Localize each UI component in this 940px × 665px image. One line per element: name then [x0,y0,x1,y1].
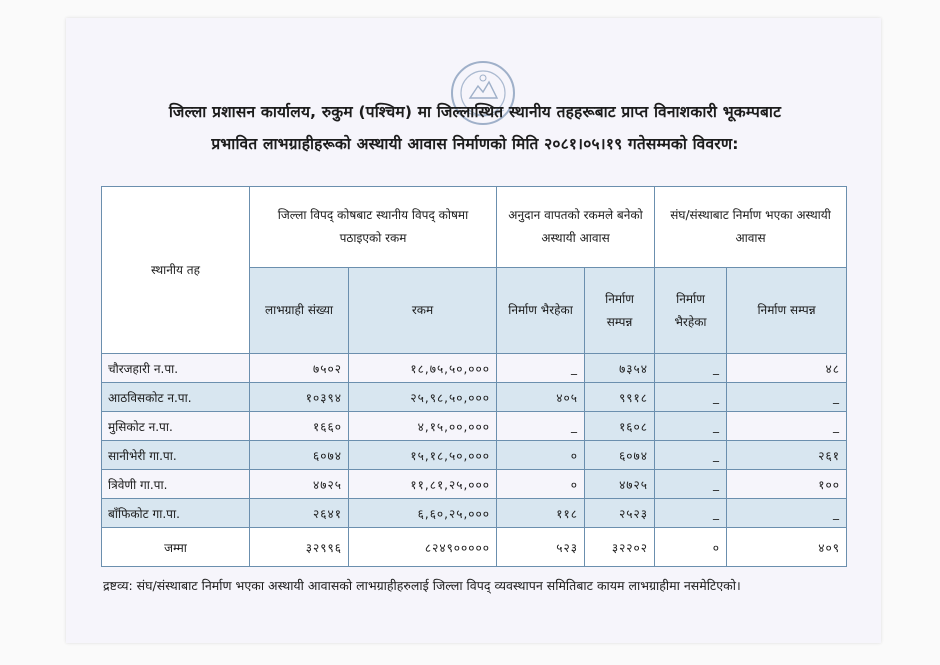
row-org-in-progress: _ [655,470,727,499]
row-local-level: बाँफिकोट गा.पा. [102,499,250,528]
row-grant-in-progress: ० [497,441,585,470]
row-org-in-progress: _ [655,383,727,412]
row-local-level: मुसिकोट न.पा. [102,412,250,441]
row-org-in-progress: _ [655,441,727,470]
row-grant-completed: ९९१८ [585,383,655,412]
row-grant-completed: ७३५४ [585,354,655,383]
header-local-level: स्थानीय तह [102,187,250,354]
row-org-in-progress: _ [655,412,727,441]
document-title-line-2: प्रभावित लाभग्राहीहरूको अस्थायी आवास निर्माणको मिति २०८१।०५।१९ गतेसम्मको विवरण: [211,135,739,153]
subheader-org-in-progress: निर्माण भैरहेका [655,268,727,354]
row-beneficiaries: १६६० [250,412,349,441]
row-grant-in-progress: ४०५ [497,383,585,412]
total-amount: ८२४९००००० [349,528,497,567]
row-grant-completed: २५२३ [585,499,655,528]
subheader-beneficiaries: लाभग्राही संख्या [250,268,349,354]
row-amount: १५,१८,५०,००० [349,441,497,470]
row-local-level: आठविसकोट न.पा. [102,383,250,412]
row-local-level: त्रिवेणी गा.पा. [102,470,250,499]
row-amount: ४,१५,००,००० [349,412,497,441]
total-org-in-progress: ० [655,528,727,567]
housing-status-table [101,186,847,567]
total-org-completed: ४०९ [727,528,847,567]
total-beneficiaries: ३२९९६ [250,528,349,567]
row-grant-in-progress: _ [497,354,585,383]
footnote: द्रष्टव्य: संघ/संस्थाबाट निर्माण भएका अस्थायी आवासको लाभग्राहीहरुलाई जिल्ला विपद् व्यवस्थापन समितिबाट कायम लाभग्राहीमा नसमेटिएको। [103,578,741,593]
row-amount: १८,७५,५०,००० [349,354,497,383]
header-org-housing: संघ/संस्थाबाट निर्माण भएका अस्थायी आवास [655,187,847,268]
header-district-fund: जिल्ला विपद् कोषबाट स्थानीय विपद् कोषमा पठाइएको रकम [250,187,497,268]
total-label: जम्मा [102,528,250,567]
total-grant-in-progress: ५२३ [497,528,585,567]
row-org-completed: _ [727,412,847,441]
row-grant-completed: ४७२५ [585,470,655,499]
table-row [102,354,847,383]
subheader-grant-in-progress: निर्माण भैरहेका [497,268,585,354]
row-grant-completed: ६०७४ [585,441,655,470]
row-org-completed: _ [727,383,847,412]
row-beneficiaries: ४७२५ [250,470,349,499]
row-amount: ११,८१,२५,००० [349,470,497,499]
row-amount: २५,९८,५०,००० [349,383,497,412]
row-beneficiaries: ६०७४ [250,441,349,470]
total-grant-completed: ३२२०२ [585,528,655,567]
table-row [102,412,847,441]
row-local-level: चौरजहारी न.पा. [102,354,250,383]
subheader-amount: रकम [349,268,497,354]
header-grant-housing: अनुदान वापतको रकमले बनेको अस्थायी आवास [497,187,655,268]
table-row [102,441,847,470]
row-grant-in-progress: ११८ [497,499,585,528]
row-grant-in-progress: ० [497,470,585,499]
row-org-completed: _ [727,499,847,528]
row-local-level: सानीभेरी गा.पा. [102,441,250,470]
row-grant-in-progress: _ [497,412,585,441]
table-row [102,383,847,412]
document-title-line-1: जिल्ला प्रशासन कार्यालय, रुकुम (पश्चिम) मा जिल्लास्थित स्थानीय तहहरूबाट प्राप्त विनाशकारी भूकम्पबाट [168,103,782,121]
row-amount: ६,६०,२५,००० [349,499,497,528]
row-beneficiaries: १०३९४ [250,383,349,412]
row-beneficiaries: ७५०२ [250,354,349,383]
table-row [102,499,847,528]
row-org-in-progress: _ [655,354,727,383]
subheader-org-completed: निर्माण सम्पन्न [727,268,847,354]
row-grant-completed: १६०८ [585,412,655,441]
table-row [102,470,847,499]
row-org-completed: १०० [727,470,847,499]
total-row [102,528,847,567]
subheader-grant-completed: निर्माण सम्पन्न [585,268,655,354]
row-beneficiaries: २६४१ [250,499,349,528]
row-org-completed: ४८ [727,354,847,383]
row-org-completed: २६१ [727,441,847,470]
row-org-in-progress: _ [655,499,727,528]
